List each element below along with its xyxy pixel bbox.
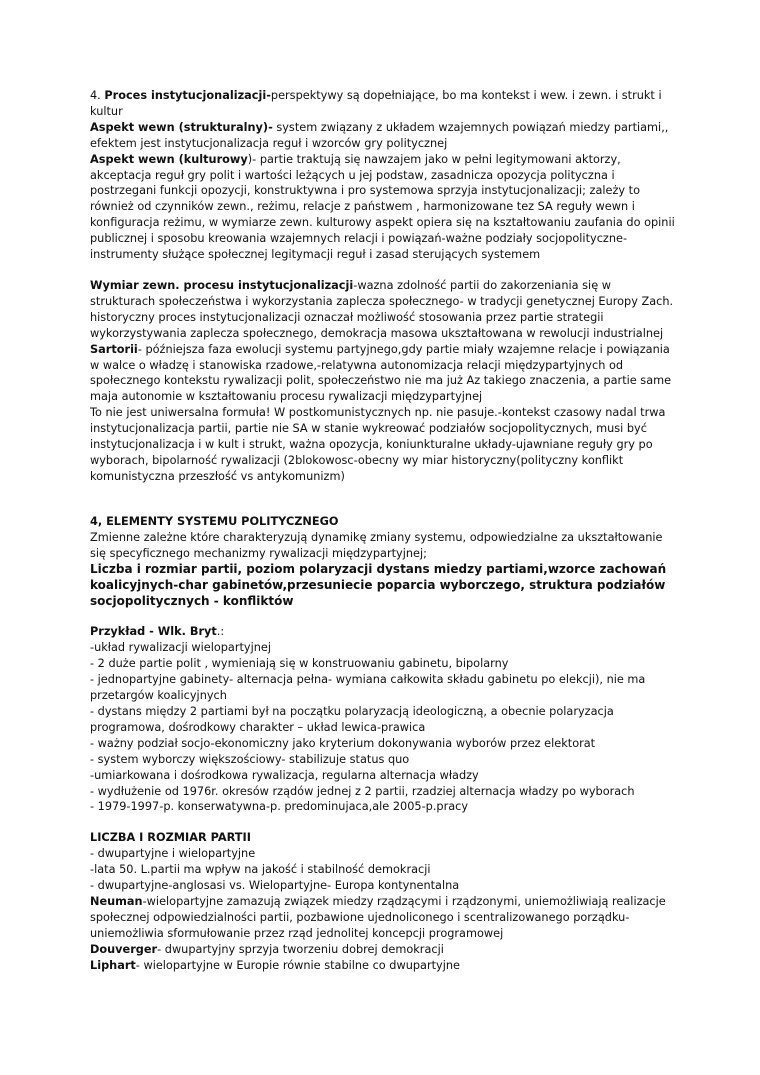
list-item: -umiarkowana i dośrodkowa rywalizacja, regularna alternacja władzy bbox=[90, 768, 479, 782]
paragraph-postkomunistyczne: To nie jest uniwersalna formuła! W postkomunistycznych np. nie pasuje.-kontekst czasowy nadal trwa instytucjonalizacja partii, partie nie SA w stanie wykreować podziałów socjopolitycznych, musi być instytucjonalizacja i w kult i strukt, ważna opozycja, koniunkturalne układy-ujawniane reguły gry po wyborach, bipolarność rywalizacji (2blokowosc-obecny wy miar historyczny(polityczny konflikt komunistyczna przeszłość vs antykomunizm) bbox=[90, 406, 666, 483]
list-item: - wydłużenie od 1976r. okresów rządów jednej z 2 partii, rzadziej alternacja władzy po wyborach bbox=[90, 784, 635, 798]
document-page bbox=[90, 88, 676, 974]
paragraph-aspekt-strukturalny bbox=[90, 120, 676, 152]
paragraph-neuman bbox=[90, 894, 676, 942]
list-item: - ważny podział socjo-ekonomiczny jako kryterium dokonywania wyborów przez elektorat bbox=[90, 736, 596, 750]
paragraph-douverger bbox=[90, 942, 676, 958]
paragraph-zmienne-zalezne: Zmienne zależne które charakteryzują dynamikę zmiany systemu, odpowiedzialne za ukształtowanie się specyficznego mechanizmy rywalizacji międzypartyjnej; bbox=[90, 530, 663, 560]
spacer bbox=[90, 485, 676, 514]
paragraph-text: -wielopartyjne zamazują związek miedzy rządzącymi i rządzonymi, uniemożliwiają realizacje społecznej odpowiedzialności partii, pozbawione ujednoliconego i scentralizowanego porządku- uniemożliwia sformułowanie przez rząd jednolitej koncepcji programowej bbox=[90, 894, 666, 940]
paragraph-aspekt-kulturowy bbox=[90, 152, 676, 263]
paragraph-sartorii bbox=[90, 342, 676, 406]
bold-text: Liczba i rozmiar partii, poziom polaryzacji dystans miedzy partiami,wzorce zachowań koalicyjnych-char gabinetów,przesuniecie poparcia wyborczego, struktura podziałów socjopolitycznych - konfliktów bbox=[90, 562, 667, 609]
section-number: 4. bbox=[90, 89, 105, 102]
list-item: -lata 50. L.partii ma wpływ na jakość i stabilność demokracji bbox=[90, 863, 431, 877]
paragraph-text: )- partie traktują się nawzajem jako w pełni legitymowani aktorzy, akceptacja reguł gry polit i wartości leżących u jej podstaw, zasadnicza opozycja polityczna i postrzegani funkcji opozycji, konstruktywna i pro systemowa sprzyja instytucjonalizacji; zależy to również od czynników zewn., reżimu, relacje z państwem , harmonizowane tez SA reguły wewn i konfiguracja reżimu, w wymiarze zewn. kulturowy aspekt opiera się na kształtowaniu zaufania do opinii publicznej i sposobu kreowania wzajemnych relacji i powiązań-ważne podziały socjopolityczne-instrumenty służące społecznej legitymacji reguł i zasad sterujących systemem bbox=[90, 152, 675, 262]
list-item: - dwupartyjne-anglosasi vs. Wielopartyjne- Europa kontynentalna bbox=[90, 879, 460, 893]
paragraph-proces-instytucjonalizacji bbox=[90, 88, 676, 120]
term-liphart: Liphart bbox=[90, 958, 136, 972]
paragraph-text: - wielopartyjne w Europie równie stabilne co dwupartyjne bbox=[135, 958, 460, 972]
paragraph-text: system związany z układem wzajemnych powiązań miedzy partiami,, efektem jest instytucjonalizacja reguł i wzorców gry politycznej bbox=[90, 120, 669, 150]
paragraph-text: -wazna zdolność partii do zakorzeniania się w strukturach społeczeństwa i wykorzystania zaplecza społecznego- w tradycji genetycznej Europy Zach. historyczny proces instytucjonalizacji oznaczał możliwość stosowania przez partie strategii wykorzystywania zaplecza społecznego, demokracja masowa ukształtowana w rewolucji industrialnej bbox=[90, 278, 674, 340]
paragraph-liphart bbox=[90, 958, 676, 974]
list-item: -układ rywalizacji wielopartyjnej bbox=[90, 641, 271, 655]
term-aspekt-kulturowy: Aspekt wewn (kulturowy bbox=[90, 152, 248, 166]
list-item: - jednopartyjne gabinety- alternacja pełna- wymiana całkowita składu gabinetu po elekcji), nie ma przetargów koalicyjnych bbox=[90, 673, 646, 703]
list-item: - dystans między 2 partiami był na początku polaryzacją ideologiczną, a obecnie polaryzacja programowa, dośrodkowy charakter – układ lewica-prawica bbox=[90, 705, 614, 734]
paragraph-text: - późniejsza faza ewolucji systemu partyjnego,gdy partie miały wzajemne relacje i powiązania w walce o władzę i stanowiska rzadowe,-relatywna autonomizacja relacji międzypartyjnych od społecznego kontekstu rywalizacji polit, społeczeństwo nie ma już Az takiego znaczenia, a partie same maja autonomie w kształtowaniu procesu rywalizacji międzypartyjnej bbox=[90, 342, 672, 404]
paragraph-text: perspektywy są dopełniające, bo ma kontekst i wew. i zewn. i strukt i kultur bbox=[90, 89, 662, 118]
term-aspekt-strukturalny: Aspekt wewn (strukturalny)- bbox=[90, 120, 273, 134]
paragraph-lista-zmiennych bbox=[90, 561, 676, 609]
heading-przyklad-wlk-bryt bbox=[90, 624, 676, 640]
term-wymiar-zewn: Wymiar zewn. procesu instytucjonalizacji bbox=[90, 278, 354, 292]
paragraph-wymiar-zewn bbox=[90, 278, 676, 342]
list-item: - 2 duże partie polit , wymieniają się w konstruowaniu gabinetu, bipolarny bbox=[90, 657, 509, 671]
heading-liczba-i-rozmiar-partii bbox=[90, 830, 676, 846]
heading-rest: .: bbox=[216, 625, 225, 639]
spacer bbox=[90, 609, 676, 624]
heading-text: LICZBA I ROZMIAR PARTII bbox=[90, 831, 251, 845]
spacer bbox=[90, 815, 676, 830]
term-neuman: Neuman bbox=[90, 894, 143, 908]
list-item: - dwupartyjne i wielopartyjne bbox=[90, 847, 256, 861]
heading-bold: Przykład - Wlk. Bryt bbox=[90, 625, 217, 639]
heading-text: 4, ELEMENTY SYSTEMU POLITYCZNEGO bbox=[90, 514, 339, 528]
term-proces-instytucjonalizacji: Proces instytucjonalizacji- bbox=[104, 89, 271, 102]
spacer bbox=[90, 263, 676, 278]
list-item: - 1979-1997-p. konserwatywna-p. predominujaca,ale 2005-p.pracy bbox=[90, 800, 469, 814]
paragraph-text: - dwupartyjny sprzyja tworzeniu dobrej demokracji bbox=[157, 942, 444, 956]
list-item: - system wyborczy większościowy- stabilizuje status quo bbox=[90, 752, 410, 766]
heading-elementy-systemu bbox=[90, 514, 676, 530]
term-sartorii: Sartorii bbox=[90, 342, 138, 356]
term-douverger: Douverger bbox=[90, 942, 158, 956]
